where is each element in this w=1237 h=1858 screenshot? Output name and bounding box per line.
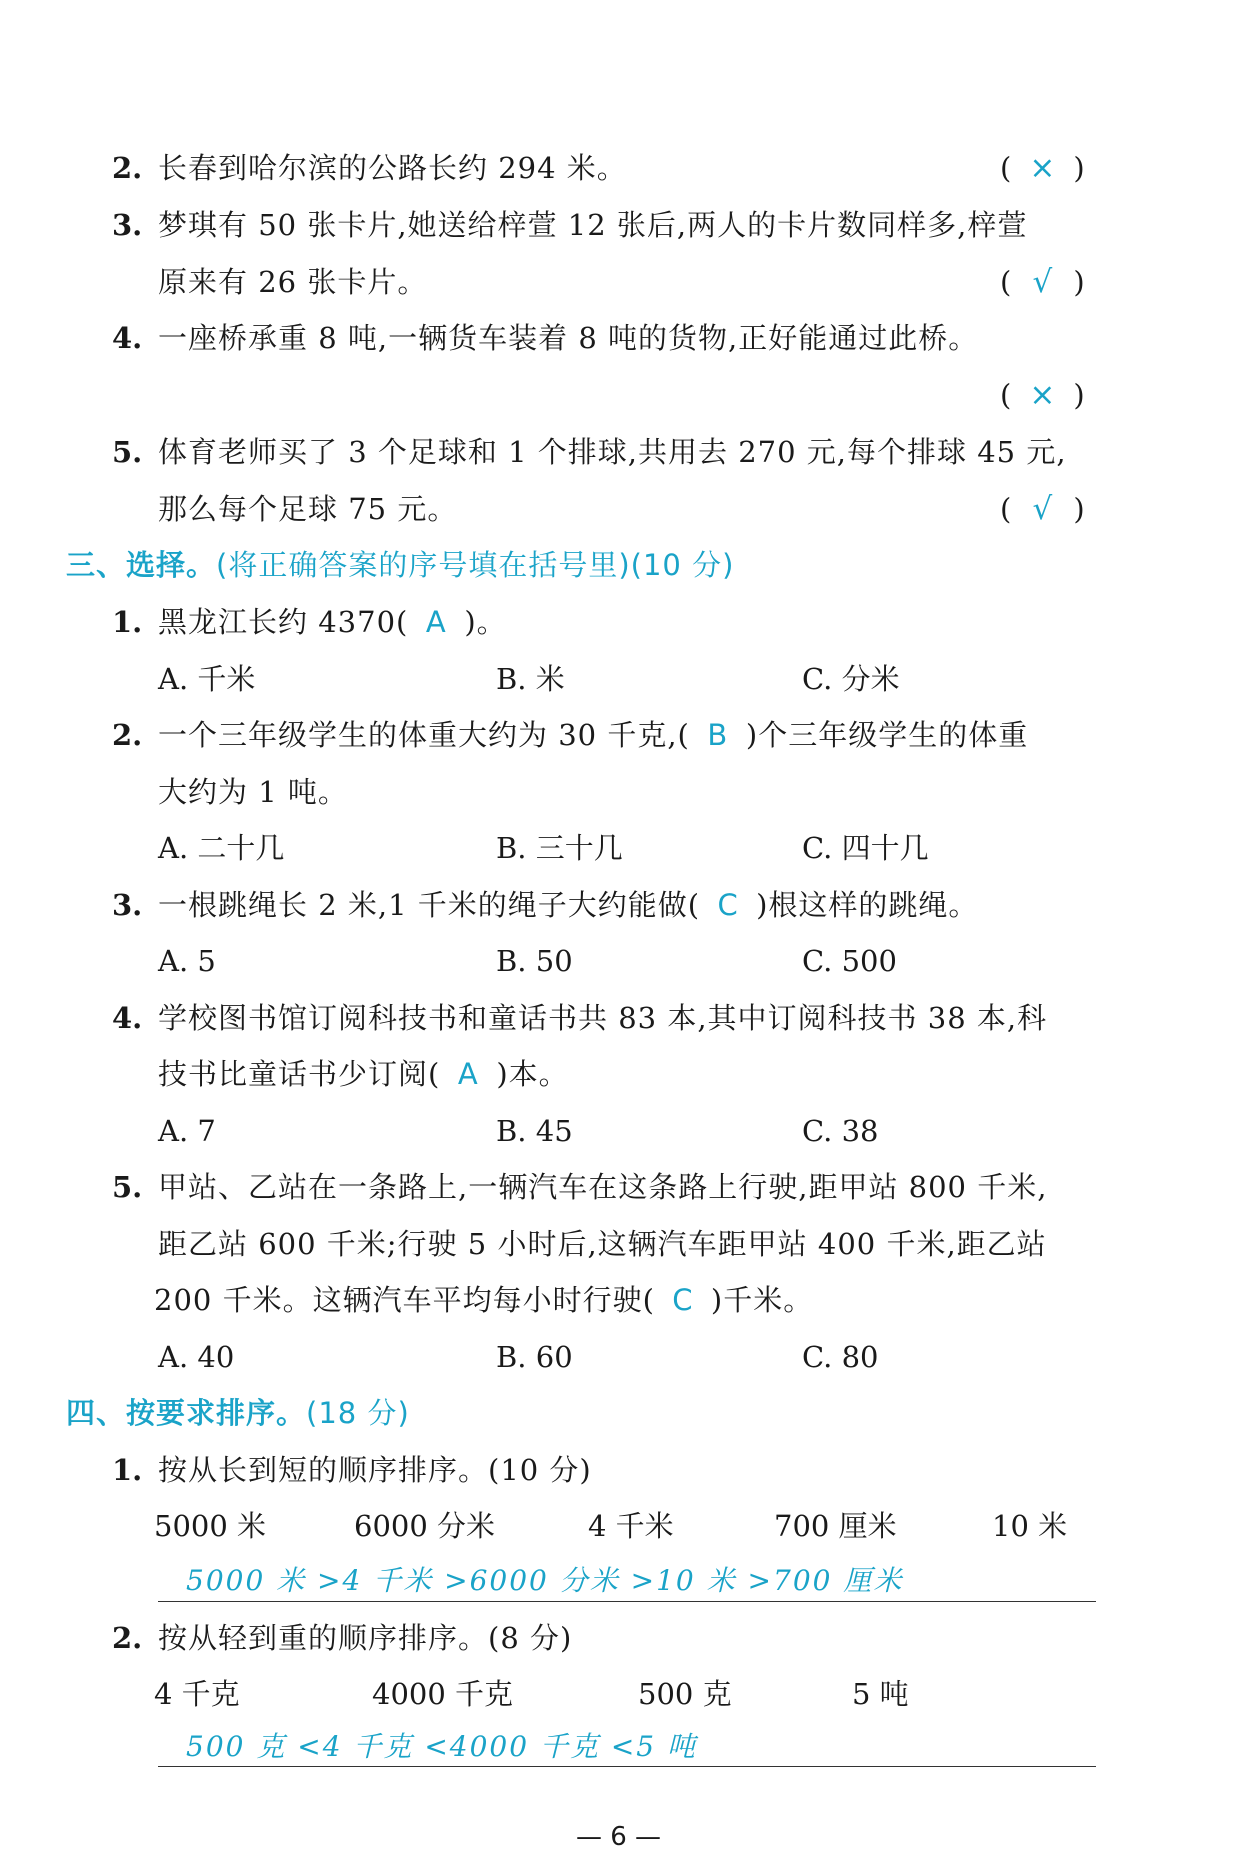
item-number: 3. xyxy=(112,208,143,242)
question-text: 技书比童话书少订阅( A )本。 xyxy=(158,1057,569,1091)
item-number: 4. xyxy=(112,1001,143,1035)
sort-item: 5000 米 xyxy=(154,1509,267,1543)
sort-item: 5 吨 xyxy=(852,1677,909,1711)
sort-item: 10 米 xyxy=(992,1509,1068,1543)
question-text: 黑龙江长约 4370( A )。 xyxy=(158,605,507,639)
option: A. 5 xyxy=(158,944,216,978)
option: A. 二十几 xyxy=(158,831,285,865)
item-number: 2. xyxy=(112,151,143,185)
judge-item-text: 一座桥承重 8 吨,一辆货车装着 8 吨的货物,正好能通过此桥。 xyxy=(158,321,979,355)
option: C. 80 xyxy=(802,1340,879,1374)
judge-answer: ( × ) xyxy=(1000,150,1085,186)
sort-item: 700 厘米 xyxy=(774,1509,897,1543)
judge-answer: ( × ) xyxy=(1000,377,1085,413)
judge-item-text: 那么每个足球 75 元。 xyxy=(158,492,458,526)
option: A. 7 xyxy=(158,1114,216,1148)
option: B. 45 xyxy=(496,1114,573,1148)
question-text: 一个三年级学生的体重大约为 30 千克,( B )个三年级学生的体重 xyxy=(158,718,1029,752)
option: B. 米 xyxy=(496,662,565,696)
section-title: 四、按要求排序。(18 分) xyxy=(66,1396,410,1430)
question-text: 按从轻到重的顺序排序。(8 分) xyxy=(158,1621,573,1655)
item-number: 3. xyxy=(112,888,143,922)
option: B. 三十几 xyxy=(496,831,623,865)
question-text: 学校图书馆订阅科技书和童话书共 83 本,其中订阅科技书 38 本,科 xyxy=(158,1001,1048,1035)
item-number: 4. xyxy=(112,321,143,355)
option: C. 38 xyxy=(802,1114,879,1148)
sort-answer: 5000 米 >4 千米 >6000 分米 >10 米 >700 厘米 xyxy=(186,1564,904,1597)
sort-item: 4 千克 xyxy=(154,1677,240,1711)
sort-answer: 500 克 <4 千克 <4000 千克 <5 吨 xyxy=(186,1730,698,1763)
judge-item-text: 原来有 26 张卡片。 xyxy=(158,265,428,299)
item-number: 1. xyxy=(112,605,143,639)
sort-item: 500 克 xyxy=(638,1677,732,1711)
sort-item: 4 千米 xyxy=(588,1509,674,1543)
item-number: 2. xyxy=(112,718,143,752)
section-title: 三、选择。(将正确答案的序号填在括号里)(10 分) xyxy=(66,548,735,582)
question-text: 距乙站 600 千米;行驶 5 小时后,这辆汽车距甲站 400 千米,距乙站 xyxy=(158,1227,1047,1261)
option: C. 500 xyxy=(802,944,897,978)
option: C. 四十几 xyxy=(802,831,929,865)
option: B. 50 xyxy=(496,944,573,978)
judge-item-text: 长春到哈尔滨的公路长约 294 米。 xyxy=(158,151,627,185)
option: A. 千米 xyxy=(158,662,256,696)
question-text: 一根跳绳长 2 米,1 千米的绳子大约能做( C )根这样的跳绳。 xyxy=(158,888,979,922)
answer-line xyxy=(158,1766,1096,1767)
question-text: 按从长到短的顺序排序。(10 分) xyxy=(158,1453,592,1487)
item-number: 1. xyxy=(112,1453,143,1487)
judge-answer: ( √ ) xyxy=(1000,264,1085,300)
judge-item-text: 梦琪有 50 张卡片,她送给梓萱 12 张后,两人的卡片数同样多,梓萱 xyxy=(158,208,1028,242)
question-text: 大约为 1 吨。 xyxy=(158,775,348,809)
sort-item: 6000 分米 xyxy=(354,1509,496,1543)
option: C. 分米 xyxy=(802,662,900,696)
sort-item: 4000 千克 xyxy=(372,1677,514,1711)
answer-line xyxy=(158,1601,1096,1602)
question-text: 200 千米。这辆汽车平均每小时行驶( C )千米。 xyxy=(154,1283,814,1317)
option: A. 40 xyxy=(158,1340,235,1374)
page-number: — 6 — xyxy=(575,1822,662,1852)
judge-item-text: 体育老师买了 3 个足球和 1 个排球,共用去 270 元,每个排球 45 元, xyxy=(158,435,1067,469)
item-number: 2. xyxy=(112,1621,143,1655)
option: B. 60 xyxy=(496,1340,573,1374)
item-number: 5. xyxy=(112,1170,143,1204)
question-text: 甲站、乙站在一条路上,一辆汽车在这条路上行驶,距甲站 800 千米, xyxy=(158,1170,1048,1204)
judge-answer: ( √ ) xyxy=(1000,491,1085,527)
item-number: 5. xyxy=(112,435,143,469)
